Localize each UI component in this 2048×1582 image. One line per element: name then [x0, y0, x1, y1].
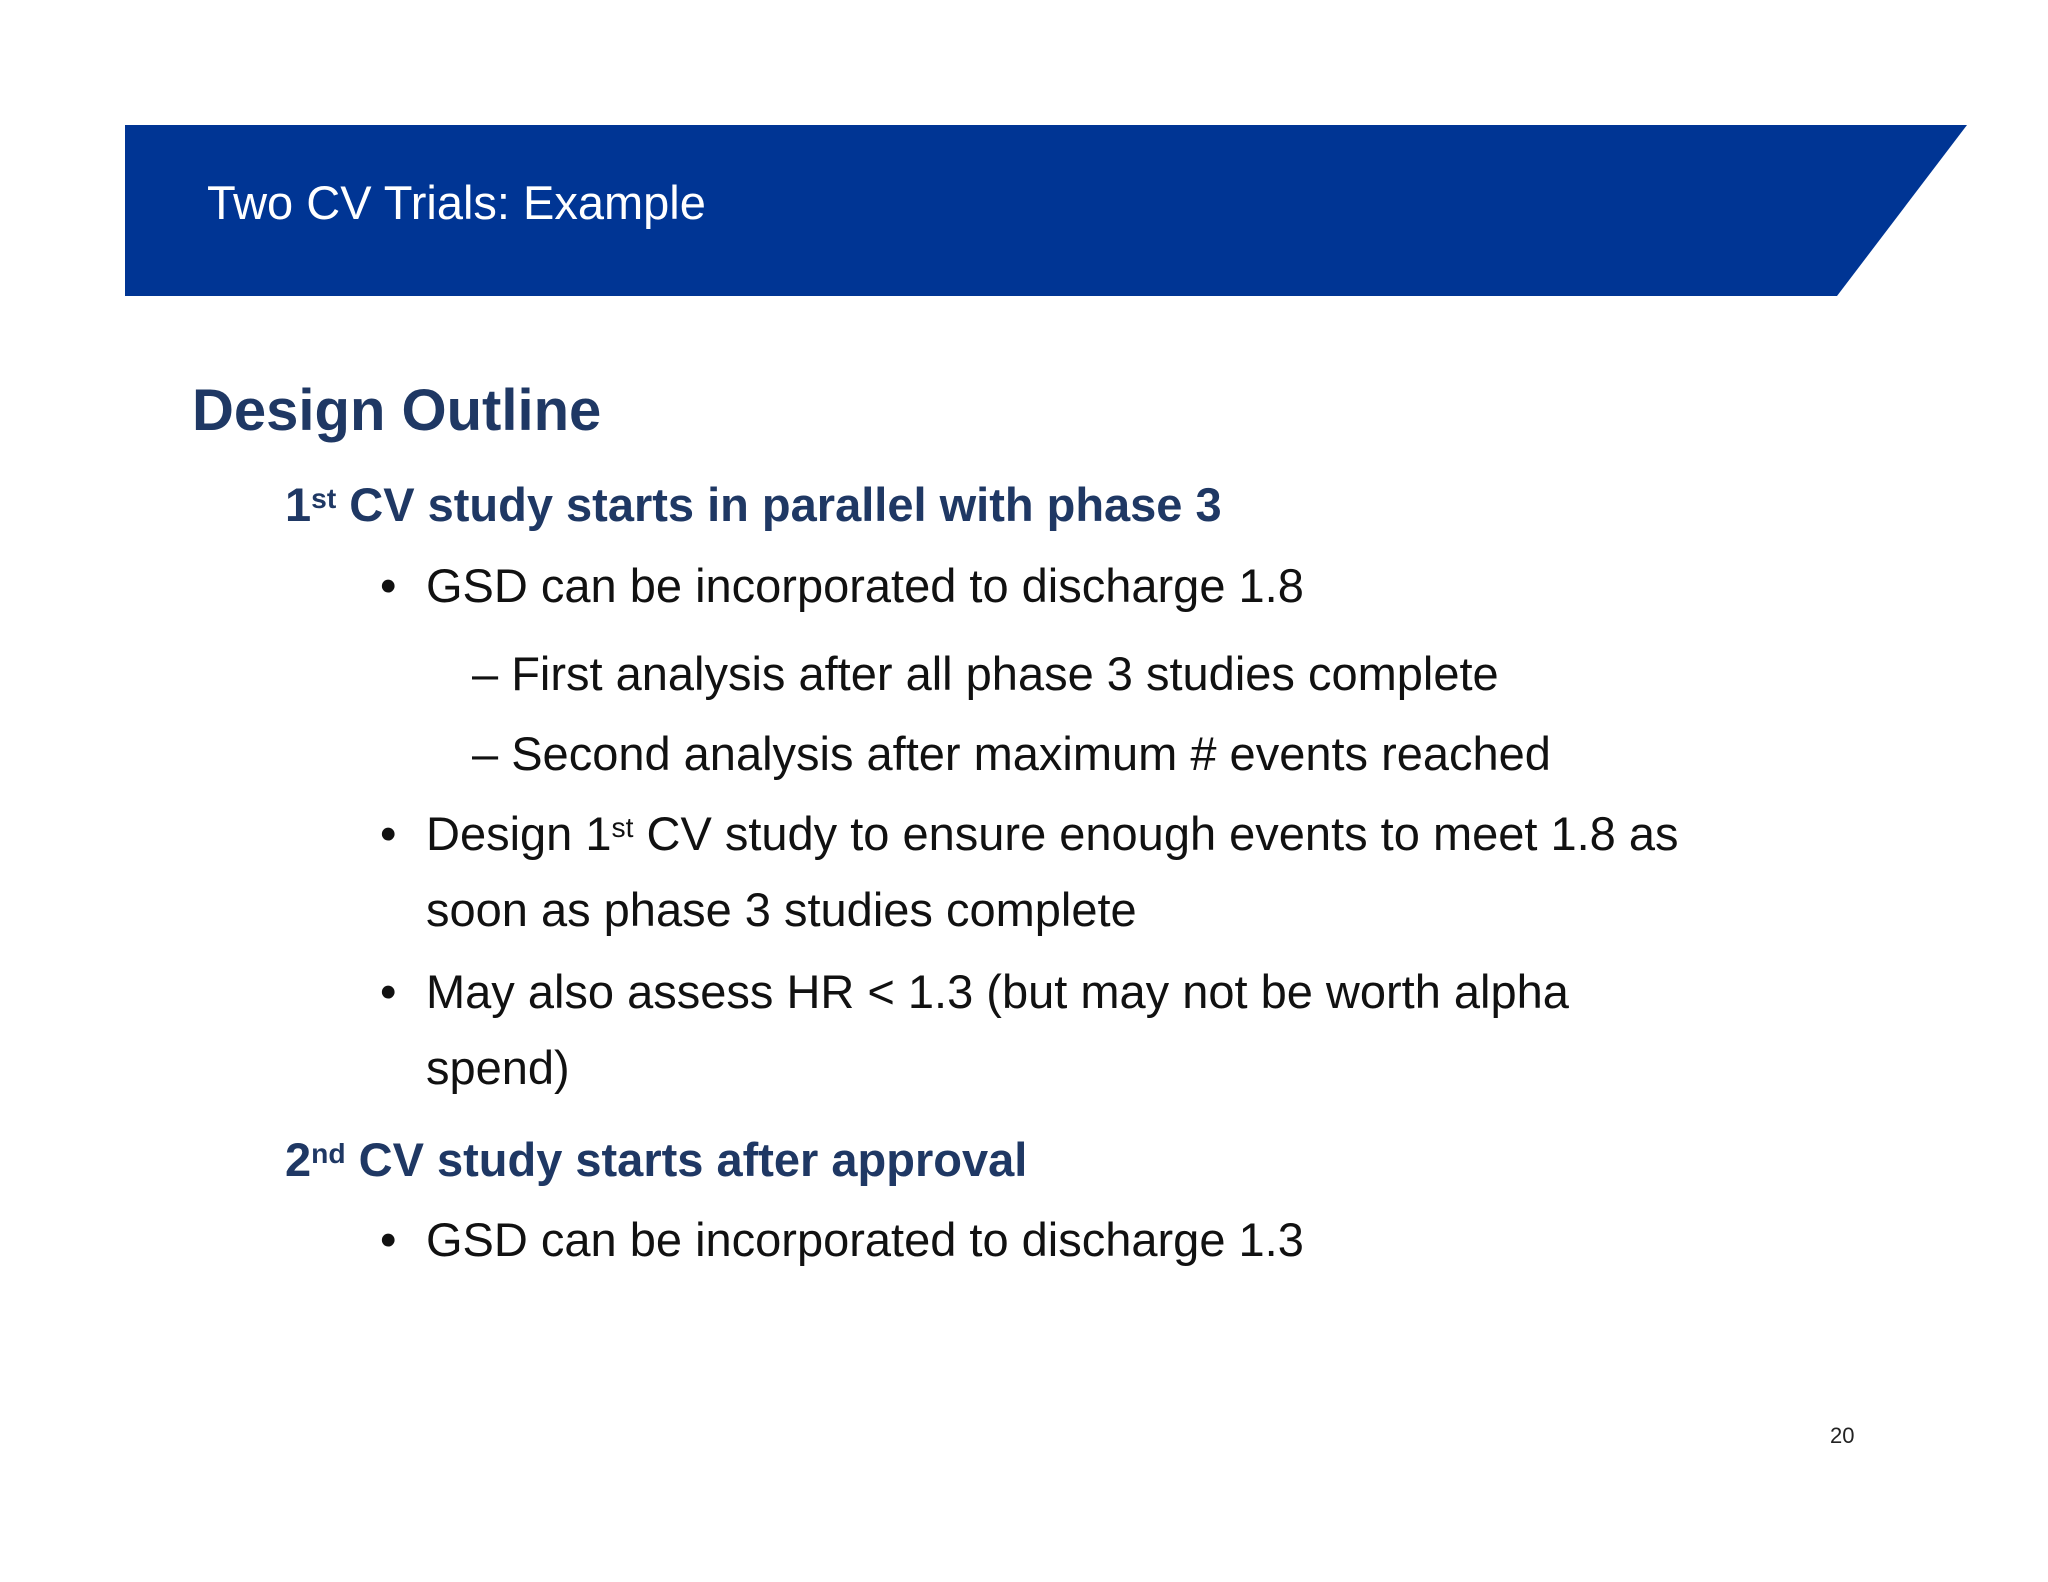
- list-item: [380, 954, 1930, 1106]
- bullet-text-prefix: Design 1: [426, 807, 612, 860]
- bullet-text-line-2: soon as phase 3 studies complete: [426, 883, 1137, 936]
- sub-list-item: [472, 727, 1551, 780]
- sub-list-item: [472, 647, 1499, 700]
- sub-item-text: First analysis after all phase 3 studies complete: [511, 647, 1499, 700]
- ordinal-suffix: st: [311, 482, 337, 515]
- slide-title: Two CV Trials: Example: [207, 176, 706, 229]
- subheading-first-cv-study: [285, 478, 1222, 531]
- ordinal-suffix: nd: [311, 1137, 346, 1170]
- list-item: [380, 796, 1930, 948]
- subheading-second-cv-study: [285, 1133, 1028, 1186]
- bullet-text: GSD can be incorporated to discharge 1.8: [426, 559, 1304, 612]
- page-number: 20: [1830, 1423, 1855, 1448]
- subheading-text: CV study starts after approval: [345, 1133, 1028, 1186]
- ordinal-number: 1: [285, 478, 312, 531]
- list-item: [380, 1202, 1880, 1278]
- ordinal-number: 2: [285, 1133, 312, 1186]
- dash-glyph: –: [472, 727, 499, 780]
- dash-glyph: –: [472, 647, 499, 700]
- bullet-glyph: •: [380, 559, 397, 612]
- bullet-text-rest: CV study to ensure enough events to meet 1.8 as: [633, 807, 1679, 860]
- section-heading: Design Outline: [192, 378, 602, 443]
- bullet-text-line-1: May also assess HR < 1.3 (but may not be worth alpha: [426, 965, 1569, 1018]
- bullet-text-line-2: spend): [426, 1041, 570, 1094]
- ordinal-suffix: st: [611, 811, 634, 844]
- bullet-text-line-1: [426, 796, 1679, 872]
- subheading-text: CV study starts in parallel with phase 3: [336, 478, 1222, 531]
- bullet-text: GSD can be incorporated to discharge 1.3: [426, 1213, 1304, 1266]
- bullet-glyph: •: [380, 965, 397, 1018]
- sub-item-text: Second analysis after maximum # events reached: [511, 727, 1551, 780]
- list-item: [380, 548, 1880, 624]
- bullet-glyph: •: [380, 1213, 397, 1266]
- bullet-glyph: •: [380, 807, 397, 860]
